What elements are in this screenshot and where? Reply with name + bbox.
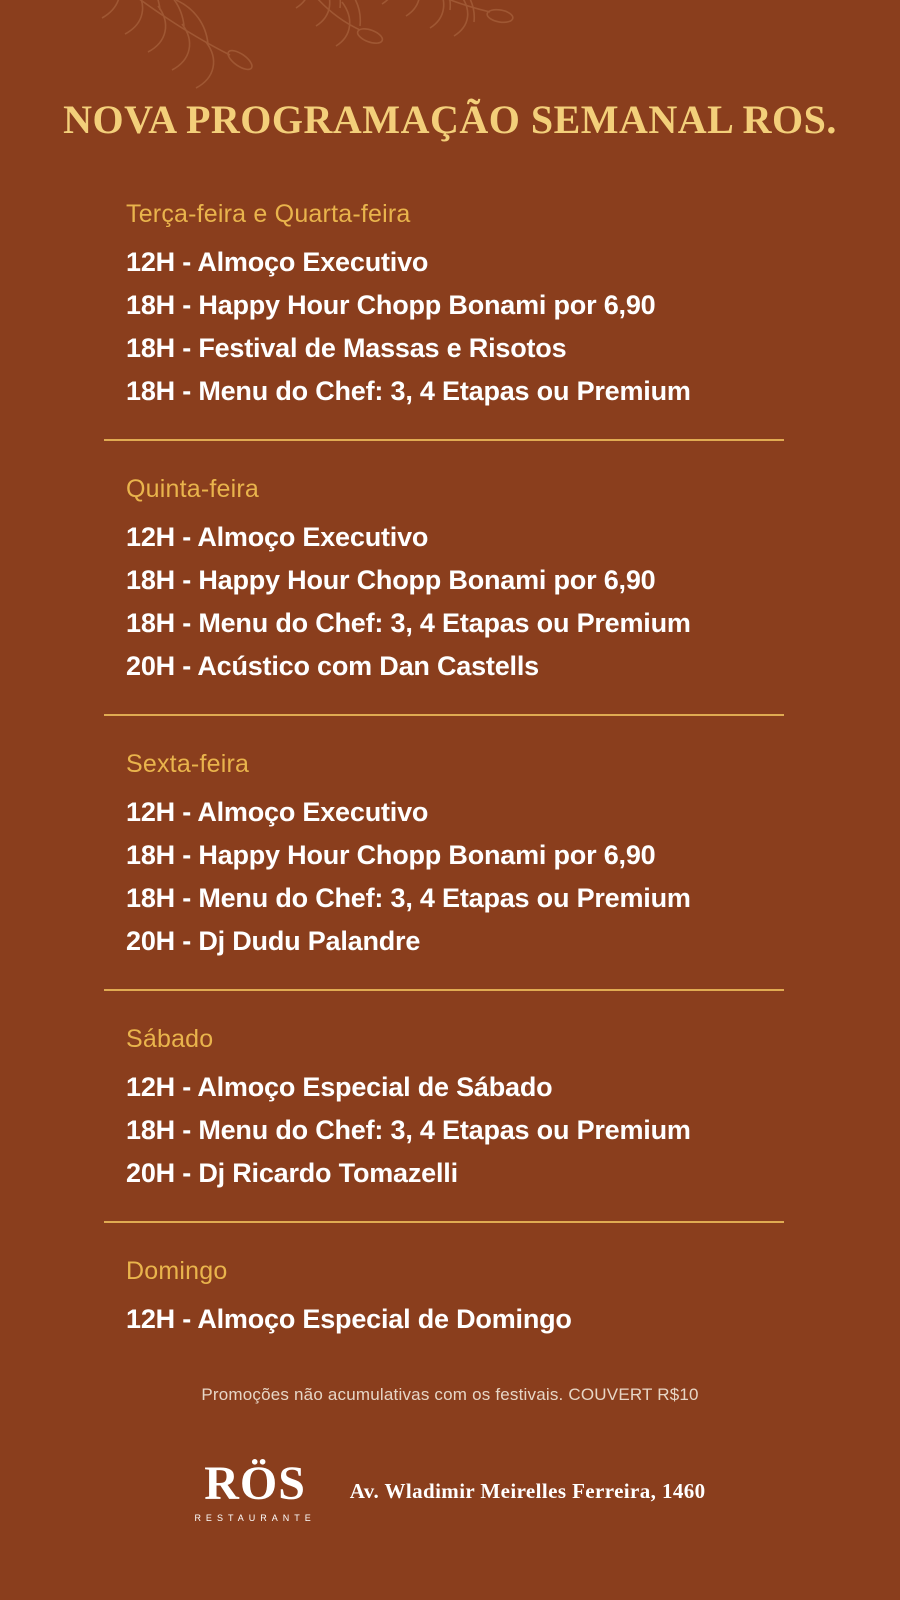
section-divider: [104, 989, 784, 991]
day-block-terca-quarta: [104, 192, 804, 413]
day-item-list: [104, 791, 804, 963]
brand-name: RÖS: [204, 1457, 306, 1510]
list-item: 12H - Almoço Executivo: [126, 247, 429, 277]
list-item: 18H - Happy Hour Chopp Bonami por 6,90: [126, 565, 656, 595]
day-item-list: [104, 241, 804, 413]
list-item: 12H - Almoço Executivo: [126, 797, 429, 827]
list-item: 18H - Menu do Chef: 3, 4 Etapas ou Premium: [126, 883, 691, 913]
list-item: 18H - Menu do Chef: 3, 4 Etapas ou Premium: [126, 1115, 691, 1145]
day-heading: Domingo: [126, 1257, 228, 1285]
promo-footnote: Promoções não acumulativas com os festivais. COUVERT R$10: [201, 1385, 699, 1404]
day-heading: Sexta-feira: [126, 750, 250, 778]
weekly-schedule: [104, 192, 804, 1341]
day-block-domingo: [104, 1249, 804, 1341]
list-item: 12H - Almoço Especial de Sábado: [126, 1072, 553, 1102]
day-block-sabado: [104, 1017, 804, 1195]
day-item-list: [104, 516, 804, 688]
day-block-sexta: [104, 742, 804, 963]
list-item: 12H - Almoço Executivo: [126, 522, 429, 552]
day-item-list: [104, 1066, 804, 1195]
address-text: Av. Wladimir Meirelles Ferreira, 1460: [349, 1479, 706, 1503]
page-title: NOVA PROGRAMAÇÃO SEMANAL ROS.: [63, 97, 837, 142]
day-item-list: [104, 1298, 804, 1341]
list-item: 18H - Happy Hour Chopp Bonami por 6,90: [126, 290, 656, 320]
day-heading: Terça-feira e Quarta-feira: [126, 200, 411, 228]
brand-subtitle: RESTAURANTE: [194, 1513, 316, 1523]
brand-logo: [194, 1457, 316, 1523]
list-item: 18H - Happy Hour Chopp Bonami por 6,90: [126, 840, 656, 870]
list-item: 20H - Dj Ricardo Tomazelli: [126, 1158, 458, 1188]
day-block-quinta: [104, 467, 804, 688]
day-heading: Sábado: [126, 1025, 214, 1053]
list-item: 12H - Almoço Especial de Domingo: [126, 1304, 572, 1334]
section-divider: [104, 439, 784, 441]
list-item: 18H - Menu do Chef: 3, 4 Etapas ou Premium: [126, 376, 691, 406]
section-divider: [104, 714, 784, 716]
list-item: 18H - Menu do Chef: 3, 4 Etapas ou Premium: [126, 608, 691, 638]
footer: [0, 1457, 900, 1523]
list-item: 20H - Acústico com Dan Castells: [126, 651, 539, 681]
section-divider: [104, 1221, 784, 1223]
day-heading: Quinta-feira: [126, 475, 260, 503]
list-item: 20H - Dj Dudu Palandre: [126, 926, 421, 956]
list-item: 18H - Festival de Massas e Risotos: [126, 333, 567, 363]
